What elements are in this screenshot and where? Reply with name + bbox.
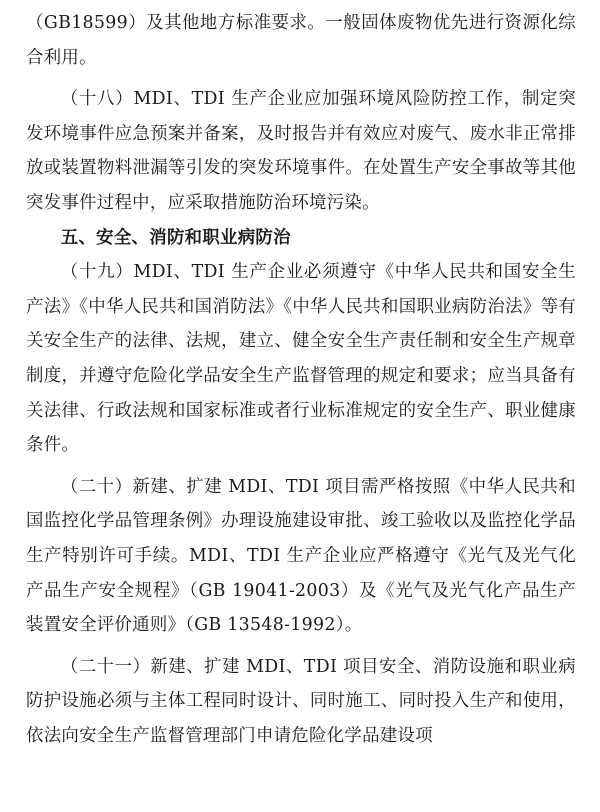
paragraph-item-20: （二十）新建、扩建 MDI、TDI 项目需严格按照《中华人民共和国监控化学品管理条例》办理设施建设审批、竣工验收以及监控化学品生产特别许可手续。MDI、TDI 生产企业应严格遵守《光气及光气化产品生产安全规程》（GB 19041-2003）及《光气及光气化产品生产装置安全评价通则》（GB 13548-1992）。 (26, 476, 576, 636)
paragraph-continuation: （GB18599）及其他地方标准要求。一般固体废物优先进行资源化综合利用。 (26, 13, 576, 68)
section-heading-5: 五、安全、消防和职业病防治 (60, 227, 291, 248)
paragraph-gap (26, 643, 576, 650)
paragraph-item-21: （二十一）新建、扩建 MDI、TDI 项目安全、消防设施和职业病防护设施必须与主体工程同时设计、同时施工、同时投入生产和使用，依法向安全生产监督管理部门申请危险化学品建设项 (26, 656, 576, 746)
paragraph-gap (26, 75, 576, 82)
paragraph-gap (26, 463, 576, 470)
paragraph-item-18: （十八）MDI、TDI 生产企业应加强环境风险防控工作，制定突发环境事件应急预案并备案，及时报告并有效应对废气、废水非正常排放或装置物料泄漏等引发的突发环境事件。在处置生产安全事故等其他突发事件过程中，应采取措施防治环境污染。 (26, 89, 576, 213)
paragraph-item-19: （十九）MDI、TDI 生产企业必须遵守《中华人民共和国安全生产法》《中华人民共和国消防法》《中华人民共和国职业病防治法》等有关安全生产的法律、法规，建立、健全安全生产责任制和安全生产规章制度，并遵守危险化学品安全生产监督管理的规定和要求；应当具备有关法律、行政法规和国家标准或者行业标准规定的安全生产、职业健康条件。 (26, 262, 576, 456)
